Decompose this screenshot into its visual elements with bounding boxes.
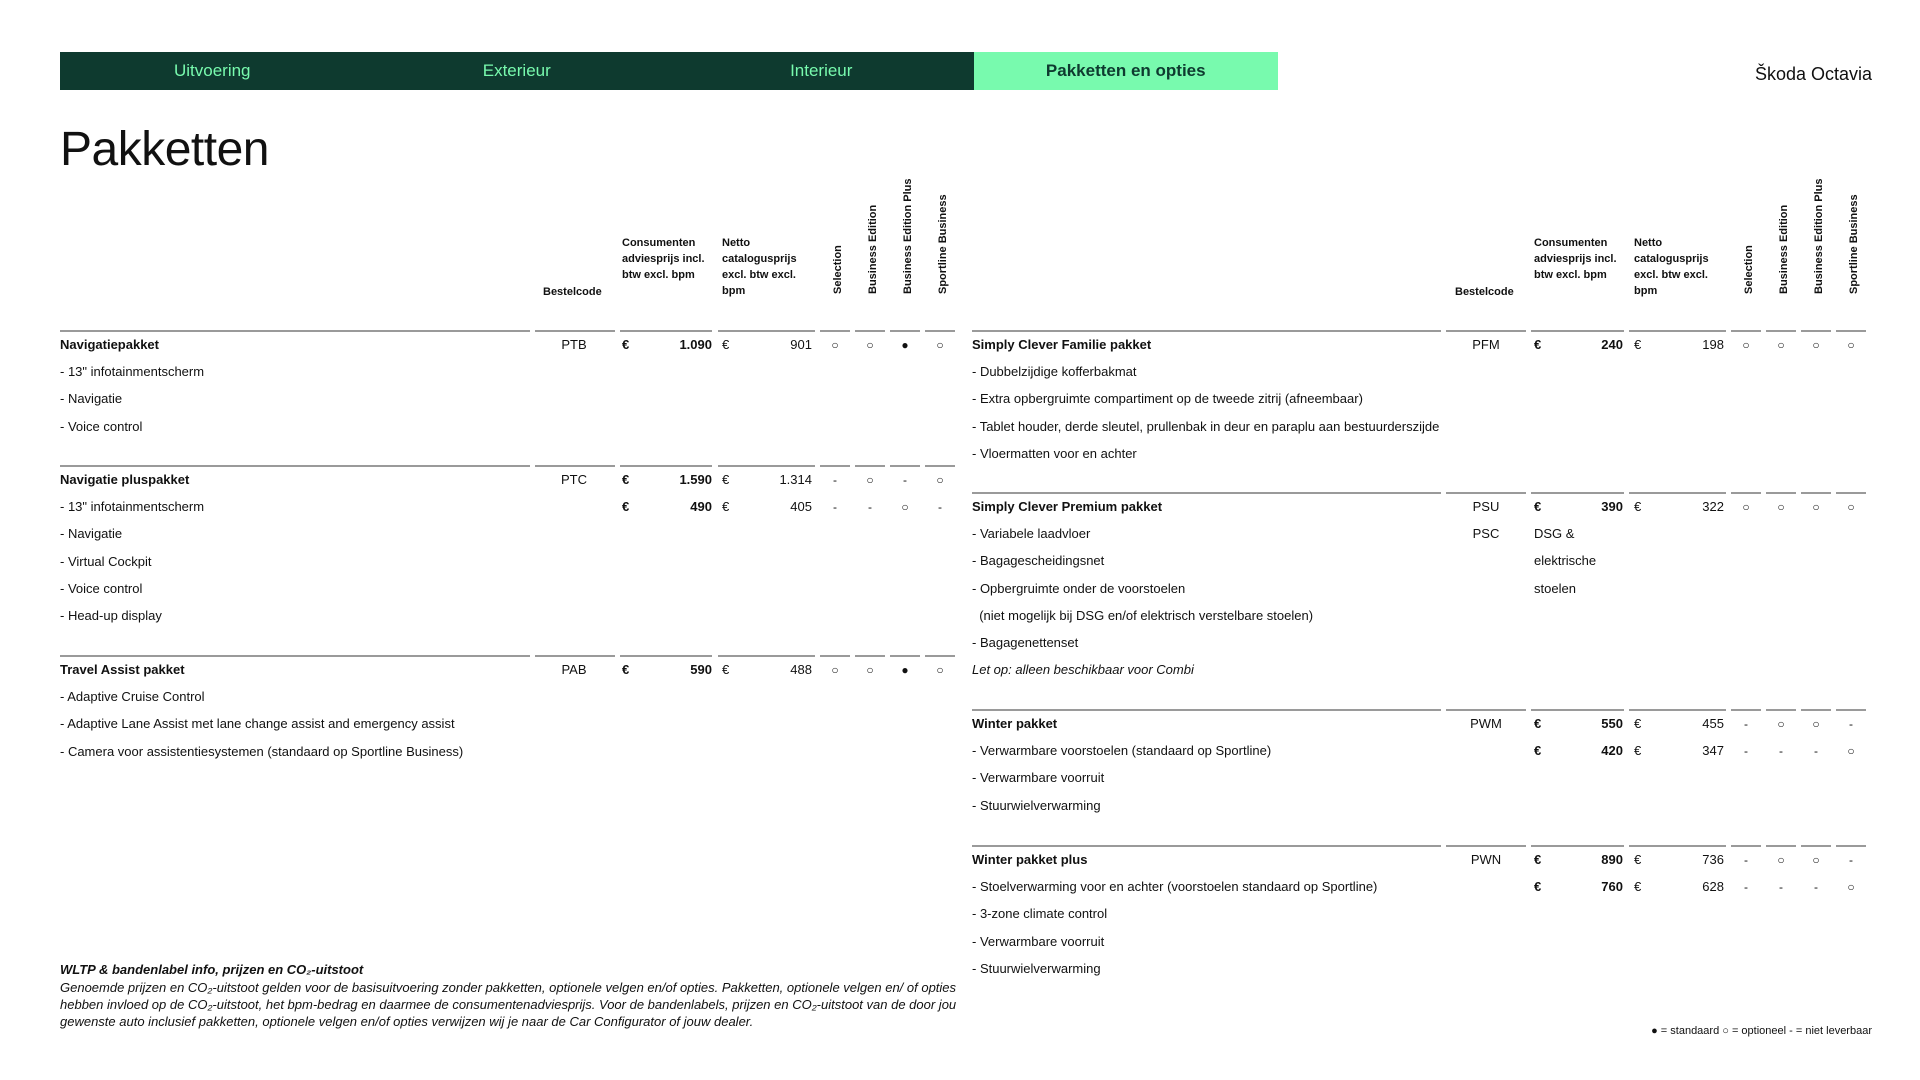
net-price: 736 <box>1702 852 1724 867</box>
row-divider <box>972 845 1441 847</box>
package-item: - Stuurwielverwarming <box>972 797 1101 813</box>
currency-symbol: € <box>1534 852 1542 867</box>
wltp-text: Genoemde prijzen en CO₂-uitstoot gelden voor de basisuitvoering zonder pakketten, optionele velgen en/of opties. Pakketten, optionele velgen en/ of opties hebben invloed op de CO₂-uitstoot, het bpm-bedrag en daarmee de consumentenadviesprijs. Voor de bandenlabels, prijzen en CO₂-uitstoot van de door jou gewenste auto inclusief pakketten, optionele velgen en/of opties verwijzen wij je naar de Car Configurator of jouw dealer. <box>60 980 957 1029</box>
currency-symbol: € <box>1634 716 1642 731</box>
availability-mark: - <box>1814 744 1818 759</box>
package-item: - Camera voor assistentiesystemen (standaard op Sportline Business) <box>60 743 464 759</box>
row-divider <box>1766 845 1796 847</box>
net-price: 322 <box>1702 499 1724 514</box>
currency-symbol: € <box>1634 337 1642 352</box>
package-item: - Opbergruimte onder de voorstoelen <box>972 580 1186 596</box>
row-divider <box>1629 330 1726 332</box>
availability-mark: ○ <box>936 338 944 352</box>
order-code: PSC <box>1472 526 1500 542</box>
row-divider <box>890 330 920 332</box>
availability-mark: ○ <box>1742 338 1750 352</box>
package-item: - 13" infotainmentscherm <box>60 499 205 515</box>
availability-mark: - <box>1849 853 1853 867</box>
order-code: PTC <box>561 472 587 487</box>
header-nettoprijs: Netto catalogusprijs excl. btw excl. bpm <box>1634 237 1709 297</box>
availability-mark: ○ <box>1812 500 1820 514</box>
consumer-price: 1.590 <box>679 472 712 487</box>
row-divider <box>925 465 955 467</box>
availability-mark: ○ <box>866 663 874 677</box>
row-divider <box>1531 492 1624 494</box>
wltp-title: WLTP & bandenlabel info, prijzen en CO₂-uitstoot <box>60 962 364 977</box>
row-divider <box>60 465 530 467</box>
consumer-price: 590 <box>690 662 712 677</box>
package-item: - Voice control <box>60 580 143 596</box>
availability-mark: ○ <box>1742 500 1750 514</box>
header-bestelcode: Bestelcode <box>1455 286 1514 298</box>
package-item: - Bagagenettenset <box>972 635 1079 650</box>
availability-mark: - <box>903 473 907 487</box>
currency-symbol: € <box>1534 716 1542 731</box>
availability-mark: ○ <box>901 500 909 515</box>
row-divider <box>925 330 955 332</box>
row-divider <box>718 465 815 467</box>
row-divider <box>820 465 850 467</box>
row-divider <box>1531 845 1624 847</box>
availability-mark: ○ <box>1847 880 1855 895</box>
consumer-price: 490 <box>690 499 712 515</box>
package-item: - Navigatie <box>60 526 123 542</box>
net-price: 1.314 <box>779 472 812 487</box>
package-name: Travel Assist pakket <box>60 662 185 677</box>
availability-mark: ○ <box>831 663 839 677</box>
row-divider <box>718 655 815 657</box>
currency-symbol: € <box>622 337 630 352</box>
availability-mark: ○ <box>936 663 944 677</box>
package-name: Simply Clever Familie pakket <box>972 337 1152 352</box>
availability-mark: - <box>833 500 837 515</box>
availability-mark: - <box>1779 744 1783 759</box>
consumer-price: 550 <box>1601 716 1623 731</box>
availability-mark: - <box>1744 853 1748 867</box>
net-price: 455 <box>1702 716 1724 731</box>
consumer-price: 890 <box>1601 852 1623 867</box>
package-name: Navigatie pluspakket <box>60 472 190 487</box>
row-divider <box>1766 330 1796 332</box>
package-item: - 13" infotainmentscherm <box>60 364 205 380</box>
currency-symbol: € <box>1634 852 1642 867</box>
package-item: - Variabele laadvloer <box>972 526 1091 542</box>
currency-symbol: € <box>1534 499 1542 514</box>
net-price: 628 <box>1702 879 1724 895</box>
row-divider <box>60 655 530 657</box>
tab-interieur[interactable]: Interieur <box>790 61 853 80</box>
header-sportline-business: Sportline Business <box>1848 194 1860 294</box>
package-item: - Adaptive Cruise Control <box>60 689 205 705</box>
net-price: 405 <box>790 499 812 515</box>
availability-mark: ○ <box>1777 853 1785 867</box>
availability-mark: ○ <box>1777 338 1785 352</box>
order-code: PWN <box>1470 852 1502 867</box>
availability-mark: - <box>1744 880 1748 895</box>
currency-symbol: € <box>1534 743 1542 759</box>
package-name: Winter pakket <box>972 716 1058 731</box>
availability-mark: - <box>1744 744 1748 759</box>
availability-mark: ○ <box>866 338 874 352</box>
availability-mark: ○ <box>1847 338 1855 352</box>
row-divider <box>1766 709 1796 711</box>
row-divider <box>718 330 815 332</box>
availability-mark: ○ <box>1847 500 1855 514</box>
row-divider <box>1446 492 1526 494</box>
package-note: Let op: alleen beschikbaar voor Combi <box>972 662 1194 678</box>
row-divider <box>1766 492 1796 494</box>
consumer-price: 1.090 <box>679 337 712 352</box>
row-divider <box>1801 492 1831 494</box>
order-code-note: DSG & <box>1534 526 1575 542</box>
row-divider <box>1446 709 1526 711</box>
currency-symbol: € <box>1534 879 1542 895</box>
row-divider <box>890 655 920 657</box>
package-item: - Stoelverwarming voor en achter (voorstoelen standaard op Sportline) <box>972 879 1378 895</box>
currency-symbol: € <box>1634 879 1642 895</box>
availability-mark: ○ <box>831 338 839 352</box>
package-item: - Tablet houder, derde sleutel, prullenbak in deur en paraplu aan bestuurderszijde <box>972 418 1440 434</box>
row-divider <box>972 709 1441 711</box>
net-price: 347 <box>1702 743 1724 759</box>
net-price: 488 <box>790 662 812 677</box>
row-divider <box>855 655 885 657</box>
consumer-price: 240 <box>1601 337 1623 352</box>
row-divider <box>1801 845 1831 847</box>
header-sportline-business: Sportline Business <box>937 194 949 294</box>
header-selection: Selection <box>1743 245 1755 294</box>
header-business-edition-plus: Business Edition Plus <box>1813 178 1825 294</box>
availability-mark: ○ <box>1812 717 1820 731</box>
currency-symbol: € <box>722 662 730 677</box>
page-title: Pakketten <box>60 123 269 176</box>
package-item: - Stuurwielverwarming <box>972 960 1101 976</box>
row-divider <box>1801 330 1831 332</box>
package-item: - Vloermatten voor en achter <box>972 445 1137 461</box>
net-price: 198 <box>1702 337 1724 352</box>
currency-symbol: € <box>722 499 730 515</box>
row-divider <box>1731 492 1761 494</box>
package-item: - Virtual Cockpit <box>60 553 152 569</box>
header-business-edition: Business Edition <box>1778 204 1790 294</box>
row-divider <box>1836 492 1866 494</box>
header-consumentenprijs: Consumenten adviesprijs incl. btw excl. bpm <box>622 237 705 281</box>
currency-symbol: € <box>1534 337 1542 352</box>
package-item: - Verwarmbare voorruit <box>972 770 1105 786</box>
tab-pakketten-en-opties[interactable]: Pakketten en opties <box>974 52 1279 90</box>
package-item: - Adaptive Lane Assist met lane change assist and emergency assist <box>60 716 455 732</box>
row-divider <box>1731 845 1761 847</box>
availability-mark: - <box>938 500 942 515</box>
header-bestelcode: Bestelcode <box>543 286 602 298</box>
row-divider <box>60 330 530 332</box>
consumer-price: 390 <box>1601 499 1623 514</box>
row-divider <box>1836 709 1866 711</box>
row-divider <box>1629 845 1726 847</box>
row-divider <box>1801 709 1831 711</box>
row-divider <box>535 465 615 467</box>
row-divider <box>1531 330 1624 332</box>
currency-symbol: € <box>622 662 630 677</box>
row-divider <box>820 655 850 657</box>
package-item: - 3-zone climate control <box>972 906 1108 922</box>
tab-uitvoering[interactable]: Uitvoering <box>173 61 251 80</box>
availability-mark: ○ <box>936 473 944 487</box>
row-divider <box>1836 845 1866 847</box>
availability-mark: ○ <box>866 473 874 487</box>
tab-exterieur[interactable]: Exterieur <box>482 61 551 80</box>
availability-mark: ○ <box>1777 717 1785 731</box>
header-selection: Selection <box>832 245 844 294</box>
legend: ● = standaard ○ = optioneel - = niet leverbaar <box>1651 1025 1872 1037</box>
consumer-price: 420 <box>1601 743 1623 759</box>
row-divider <box>1446 330 1526 332</box>
availability-mark: ○ <box>1847 744 1855 759</box>
row-divider <box>1731 709 1761 711</box>
package-item: - Extra opbergruimte compartiment op de tweede zitrij (afneembaar) <box>972 391 1363 407</box>
row-divider <box>855 465 885 467</box>
row-divider <box>1446 845 1526 847</box>
row-divider <box>535 330 615 332</box>
section-nav <box>60 52 1278 90</box>
currency-symbol: € <box>622 499 630 515</box>
package-item: (niet mogelijk bij DSG en/of elektrisch verstelbare stoelen) <box>972 607 1314 623</box>
currency-symbol: € <box>722 472 730 487</box>
row-divider <box>620 465 712 467</box>
package-item: - Dubbelzijdige kofferbakmat <box>972 364 1137 380</box>
order-code-note: elektrische <box>1534 553 1597 569</box>
order-code: PTB <box>561 337 587 352</box>
row-divider <box>890 465 920 467</box>
availability-mark: ○ <box>1812 853 1820 867</box>
brand-label: Škoda Octavia <box>1754 64 1872 84</box>
package-item: - Voice control <box>60 418 143 434</box>
package-name: Winter pakket plus <box>972 852 1088 867</box>
availability-mark: - <box>1814 880 1818 895</box>
row-divider <box>925 655 955 657</box>
row-divider <box>1531 709 1624 711</box>
currency-symbol: € <box>722 337 730 352</box>
row-divider <box>855 330 885 332</box>
availability-mark: - <box>833 473 837 487</box>
order-code-note: stoelen <box>1534 580 1576 596</box>
row-divider <box>972 492 1441 494</box>
package-item: - Verwarmbare voorstoelen (standaard op Sportline) <box>972 743 1272 759</box>
net-price: 901 <box>790 337 812 352</box>
row-divider <box>1836 330 1866 332</box>
package-name: Simply Clever Premium pakket <box>972 499 1163 514</box>
row-divider <box>820 330 850 332</box>
availability-mark: ○ <box>1812 338 1820 352</box>
row-divider <box>1629 709 1726 711</box>
availability-mark: - <box>1849 717 1853 731</box>
availability-mark: - <box>868 500 872 515</box>
consumer-price: 760 <box>1601 879 1623 895</box>
availability-mark: - <box>1744 717 1748 731</box>
row-divider <box>620 655 712 657</box>
row-divider <box>972 330 1441 332</box>
package-item: - Bagagescheidingsnet <box>972 553 1105 569</box>
header-business-edition: Business Edition <box>867 204 879 294</box>
availability-mark: ○ <box>1777 500 1785 514</box>
package-item: - Verwarmbare voorruit <box>972 933 1105 949</box>
availability-mark: - <box>1779 880 1783 895</box>
row-divider <box>535 655 615 657</box>
header-business-edition-plus: Business Edition Plus <box>902 178 914 294</box>
row-divider <box>620 330 712 332</box>
currency-symbol: € <box>1634 743 1642 759</box>
header-nettoprijs: Netto catalogusprijs excl. btw excl. bpm <box>722 237 797 297</box>
order-code: PFM <box>1472 337 1500 352</box>
package-item: - Navigatie <box>60 391 123 407</box>
package-item: - Head-up display <box>60 608 162 623</box>
row-divider <box>1629 492 1726 494</box>
row-divider <box>1731 330 1761 332</box>
currency-symbol: € <box>1634 499 1642 514</box>
package-name: Navigatiepakket <box>60 337 159 352</box>
order-code: PAB <box>561 662 587 677</box>
header-consumentenprijs: Consumenten adviesprijs incl. btw excl. bpm <box>1534 237 1617 281</box>
order-code: PSU <box>1472 499 1500 514</box>
availability-mark: ● <box>901 338 909 352</box>
currency-symbol: € <box>622 472 630 487</box>
availability-mark: ● <box>901 663 909 677</box>
order-code: PWM <box>1470 716 1502 731</box>
